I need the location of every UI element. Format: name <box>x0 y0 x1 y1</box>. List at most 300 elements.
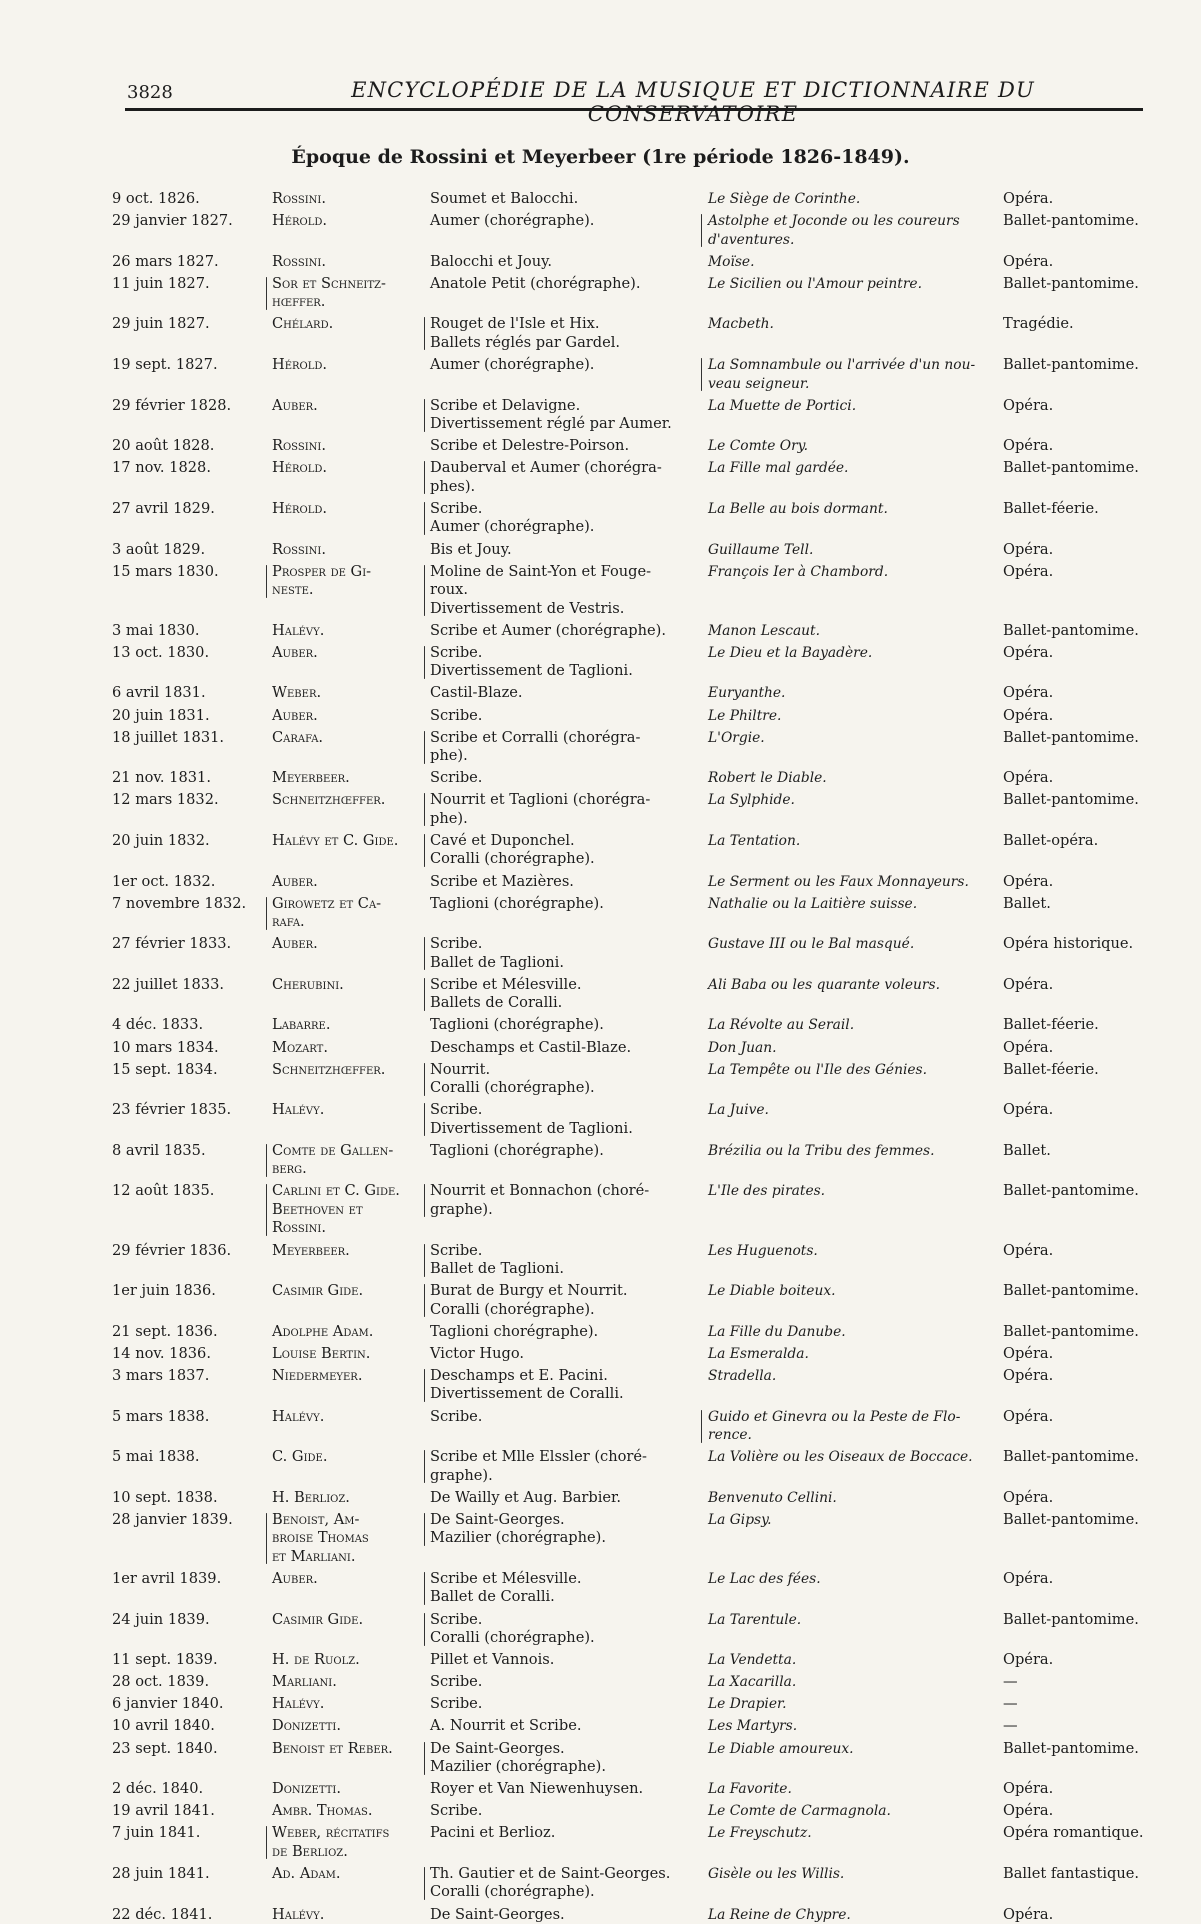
entry-title: Robert le Diable. <box>708 769 998 788</box>
entry-title: Le Philtre. <box>708 707 998 726</box>
entry-composer: Labarre. <box>272 1016 422 1035</box>
grouping-brace <box>424 317 425 350</box>
entry-title: Brézilia ou la Tribu des femmes. <box>708 1142 998 1161</box>
table-row <box>0 1448 1201 1485</box>
entry-genre: Opéra. <box>1003 253 1193 272</box>
table-row <box>0 1717 1201 1736</box>
entry-librettist: A. Nourrit et Scribe. <box>430 1717 695 1736</box>
grouping-brace <box>424 834 425 867</box>
entry-date: 28 juin 1841. <box>112 1865 267 1884</box>
entry-date: 3 août 1829. <box>112 541 267 560</box>
table-row <box>0 729 1201 766</box>
entry-title: Don Juan. <box>708 1039 998 1058</box>
running-title: ENCYCLOPÉDIE DE LA MUSIQUE ET DICTIONNAIRE DU CONSERVATOIRE <box>243 78 1143 126</box>
grouping-brace <box>701 214 702 247</box>
entry-title: La Gipsy. <box>708 1511 998 1530</box>
table-row <box>0 873 1201 892</box>
entry-composer: Benoist, Am- broise Thomas et Marliani. <box>272 1511 422 1567</box>
entry-genre: Opéra. <box>1003 1408 1193 1427</box>
entry-genre: Ballet fantastique. <box>1003 1865 1193 1884</box>
entry-composer: Donizetti. <box>272 1780 422 1799</box>
entry-composer: Casimir Gide. <box>272 1611 422 1630</box>
entry-genre: — <box>1003 1695 1193 1714</box>
entry-date: 1er oct. 1832. <box>112 873 267 892</box>
grouping-brace <box>424 1184 425 1217</box>
entry-genre: Opéra. <box>1003 1780 1193 1799</box>
entry-title: François Ier à Chambord. <box>708 563 998 582</box>
entry-composer: C. Gide. <box>272 1448 422 1467</box>
entry-composer: Mozart. <box>272 1039 422 1058</box>
entry-composer: H. de Ruolz. <box>272 1651 422 1670</box>
entry-genre: Ballet-féerie. <box>1003 1016 1193 1035</box>
entry-librettist: Scribe. <box>430 1802 695 1821</box>
entry-title: Ali Baba ou les quarante voleurs. <box>708 976 998 995</box>
entry-title: La Vendetta. <box>708 1651 998 1670</box>
entry-date: 12 mars 1832. <box>112 791 267 810</box>
entry-librettist: Scribe et Mlle Elssler (choré- graphe). <box>430 1448 695 1485</box>
grouping-brace <box>424 399 425 432</box>
entry-librettist: Bis et Jouy. <box>430 541 695 560</box>
entry-date: 1er juin 1836. <box>112 1282 267 1301</box>
entry-title: Le Siège de Corinthe. <box>708 190 998 209</box>
grouping-brace <box>424 1244 425 1277</box>
entry-librettist: Balocchi et Jouy. <box>430 253 695 272</box>
entry-date: 14 nov. 1836. <box>112 1345 267 1364</box>
entry-date: 8 avril 1835. <box>112 1142 267 1161</box>
table-row <box>0 1016 1201 1035</box>
table-row <box>0 1695 1201 1714</box>
entry-librettist: Scribe et Mélesville. Ballets de Coralli. <box>430 976 695 1013</box>
entry-title: La Xacarilla. <box>708 1673 998 1692</box>
grouping-brace <box>424 1613 425 1646</box>
entry-composer: Auber. <box>272 644 422 663</box>
entry-librettist: Nourrit et Taglioni (chorégra- phe). <box>430 791 695 828</box>
entry-librettist: Burat de Burgy et Nourrit. Coralli (chorégraphe). <box>430 1282 695 1319</box>
entry-title: Le Diable amoureux. <box>708 1740 998 1759</box>
entry-genre: Opéra. <box>1003 1345 1193 1364</box>
entry-composer: Halévy. <box>272 1695 422 1714</box>
entry-genre: Opéra. <box>1003 397 1193 416</box>
grouping-brace <box>701 358 702 391</box>
entry-title: Le Comte de Carmagnola. <box>708 1802 998 1821</box>
grouping-brace <box>424 1369 425 1402</box>
entry-librettist: Pillet et Vannois. <box>430 1651 695 1670</box>
table-row <box>0 791 1201 828</box>
grouping-brace <box>424 793 425 826</box>
entry-composer: Hérold. <box>272 459 422 478</box>
entry-date: 19 sept. 1827. <box>112 356 267 375</box>
entry-composer: Rossini. <box>272 437 422 456</box>
entry-composer: Meyerbeer. <box>272 1242 422 1261</box>
entry-librettist: Scribe et Corralli (chorégra- phe). <box>430 729 695 766</box>
table-row <box>0 976 1201 1013</box>
entry-composer: Girowetz et Ca- rafa. <box>272 895 422 932</box>
entry-librettist: Scribe et Delavigne. Divertissement réglé par Aumer. <box>430 397 695 434</box>
entry-title: Guillaume Tell. <box>708 541 998 560</box>
page-number: 3828 <box>127 82 173 103</box>
entry-genre: Ballet-pantomime. <box>1003 1282 1193 1301</box>
table-row <box>0 253 1201 272</box>
table-row <box>0 1242 1201 1279</box>
entry-genre: Opéra. <box>1003 1802 1193 1821</box>
entry-title: La Tempête ou l'Ile des Génies. <box>708 1061 998 1080</box>
entry-genre: Ballet-féerie. <box>1003 1061 1193 1080</box>
table-row <box>0 212 1201 249</box>
entry-librettist: Taglioni chorégraphe). <box>430 1323 695 1342</box>
entry-librettist: Aumer (chorégraphe). <box>430 212 695 231</box>
entry-title: La Tentation. <box>708 832 998 851</box>
entry-genre: Ballet-pantomime. <box>1003 356 1193 375</box>
table-row <box>0 541 1201 560</box>
entry-genre: — <box>1003 1717 1193 1736</box>
grouping-brace <box>424 1867 425 1900</box>
entry-librettist: Soumet et Balocchi. <box>430 190 695 209</box>
entry-genre: Ballet-pantomime. <box>1003 791 1193 810</box>
entry-date: 22 juillet 1833. <box>112 976 267 995</box>
entry-composer: Auber. <box>272 707 422 726</box>
grouping-brace <box>701 1410 702 1443</box>
entry-composer: Cherubini. <box>272 976 422 995</box>
entry-composer: Halévy. <box>272 1101 422 1120</box>
entry-date: 21 sept. 1836. <box>112 1323 267 1342</box>
entry-librettist: Th. Gautier et de Saint-Georges. Coralli (chorégraphe). <box>430 1865 695 1902</box>
entry-date: 9 oct. 1826. <box>112 190 267 209</box>
entry-librettist: De Saint-Georges. Mazilier (chorégraphe). <box>430 1511 695 1548</box>
entry-librettist: Scribe. <box>430 1408 695 1427</box>
table-row <box>0 1101 1201 1138</box>
entry-librettist: Scribe. Aumer (chorégraphe). <box>430 500 695 537</box>
table-row <box>0 622 1201 641</box>
table-row <box>0 1673 1201 1692</box>
table-row <box>0 356 1201 393</box>
grouping-brace <box>424 978 425 1011</box>
entry-composer: Ad. Adam. <box>272 1865 422 1884</box>
entry-composer: Sor et Schneitz- hœffer. <box>272 275 422 312</box>
entry-title: Astolphe et Joconde ou les coureurs d'aventures. <box>708 212 998 249</box>
table-row <box>0 397 1201 434</box>
entry-genre: Opéra. <box>1003 1039 1193 1058</box>
entry-title: Gustave III ou le Bal masqué. <box>708 935 998 954</box>
table-row <box>0 684 1201 703</box>
entry-composer: Hérold. <box>272 212 422 231</box>
entry-date: 6 janvier 1840. <box>112 1695 267 1714</box>
table-row <box>0 1511 1201 1567</box>
grouping-brace <box>266 1513 267 1565</box>
entry-date: 15 mars 1830. <box>112 563 267 582</box>
table-row <box>0 1061 1201 1098</box>
table-row <box>0 315 1201 352</box>
entry-composer: Rossini. <box>272 190 422 209</box>
grouping-brace <box>424 461 425 494</box>
entry-date: 3 mai 1830. <box>112 622 267 641</box>
table-row <box>0 437 1201 456</box>
entry-composer: Rossini. <box>272 541 422 560</box>
entry-date: 28 janvier 1839. <box>112 1511 267 1530</box>
entry-title: La Sylphide. <box>708 791 998 810</box>
entry-title: Le Diable boiteux. <box>708 1282 998 1301</box>
entry-composer: Casimir Gide. <box>272 1282 422 1301</box>
entry-composer: Comte de Gallen- berg. <box>272 1142 422 1179</box>
table-row <box>0 190 1201 209</box>
entry-genre: Opéra. <box>1003 644 1193 663</box>
entry-librettist: Scribe. Coralli (chorégraphe). <box>430 1611 695 1648</box>
grouping-brace <box>266 1826 267 1859</box>
entry-title: La Révolte au Serail. <box>708 1016 998 1035</box>
entry-genre: Opéra. <box>1003 190 1193 209</box>
entry-date: 7 juin 1841. <box>112 1824 267 1843</box>
entry-date: 15 sept. 1834. <box>112 1061 267 1080</box>
entry-librettist: Nourrit. Coralli (chorégraphe). <box>430 1061 695 1098</box>
entry-date: 12 août 1835. <box>112 1182 267 1201</box>
entry-date: 18 juillet 1831. <box>112 729 267 748</box>
grouping-brace <box>424 646 425 679</box>
entry-librettist: Royer et Van Niewenhuysen. <box>430 1780 695 1799</box>
entry-librettist: De Saint-Georges. <box>430 1906 695 1924</box>
entry-librettist: Moline de Saint-Yon et Fouge- roux. Divertissement de Vestris. <box>430 563 695 619</box>
entry-composer: Meyerbeer. <box>272 769 422 788</box>
grouping-brace <box>266 1144 267 1177</box>
entry-genre: Ballet-opéra. <box>1003 832 1193 851</box>
entry-genre: Ballet-pantomime. <box>1003 1448 1193 1467</box>
entry-date: 20 juin 1831. <box>112 707 267 726</box>
entry-title: La Muette de Portici. <box>708 397 998 416</box>
entry-date: 19 avril 1841. <box>112 1802 267 1821</box>
entry-librettist: Scribe. Ballet de Taglioni. <box>430 1242 695 1279</box>
entry-date: 27 février 1833. <box>112 935 267 954</box>
table-row <box>0 459 1201 496</box>
entry-date: 10 mars 1834. <box>112 1039 267 1058</box>
grouping-brace <box>266 897 267 930</box>
table-row <box>0 1570 1201 1607</box>
entry-date: 5 mai 1838. <box>112 1448 267 1467</box>
entry-composer: Marliani. <box>272 1673 422 1692</box>
entry-composer: Auber. <box>272 1570 422 1589</box>
entry-genre: Ballet-pantomime. <box>1003 1740 1193 1759</box>
entry-composer: Auber. <box>272 873 422 892</box>
entry-genre: Opéra. <box>1003 769 1193 788</box>
entry-librettist: Aumer (chorégraphe). <box>430 356 695 375</box>
entry-composer: Louise Bertin. <box>272 1345 422 1364</box>
entry-title: La Favorite. <box>708 1780 998 1799</box>
table-row <box>0 1182 1201 1238</box>
entry-title: Les Huguenots. <box>708 1242 998 1261</box>
entry-genre: Opéra historique. <box>1003 935 1193 954</box>
entry-librettist: Nourrit et Bonnachon (choré- graphe). <box>430 1182 695 1219</box>
entry-date: 26 mars 1827. <box>112 253 267 272</box>
entry-title: Le Sicilien ou l'Amour peintre. <box>708 275 998 294</box>
entry-date: 13 oct. 1830. <box>112 644 267 663</box>
entry-librettist: Scribe et Mazières. <box>430 873 695 892</box>
entry-genre: Opéra. <box>1003 1242 1193 1261</box>
entry-composer: Carlini et C. Gide. Beethoven et Rossini. <box>272 1182 422 1238</box>
entry-genre: Ballet-pantomime. <box>1003 622 1193 641</box>
entry-title: La Somnambule ou l'arrivée d'un nou- veau seigneur. <box>708 356 998 393</box>
entry-title: La Juive. <box>708 1101 998 1120</box>
table-row <box>0 1865 1201 1902</box>
entry-date: 23 février 1835. <box>112 1101 267 1120</box>
entry-composer: Benoist et Reber. <box>272 1740 422 1759</box>
entry-title: La Fille du Danube. <box>708 1323 998 1342</box>
table-row <box>0 644 1201 681</box>
table-row <box>0 1824 1201 1861</box>
entry-composer: Carafa. <box>272 729 422 748</box>
entry-librettist: Scribe. <box>430 769 695 788</box>
entry-date: 7 novembre 1832. <box>112 895 267 914</box>
grouping-brace <box>424 731 425 764</box>
entry-date: 10 sept. 1838. <box>112 1489 267 1508</box>
entry-genre: Opéra. <box>1003 1367 1193 1386</box>
entry-date: 27 avril 1829. <box>112 500 267 519</box>
entry-composer: Niedermeyer. <box>272 1367 422 1386</box>
entry-composer: Weber, récitatifs de Berlioz. <box>272 1824 422 1861</box>
entry-genre: Ballet. <box>1003 895 1193 914</box>
entry-genre: Ballet-pantomime. <box>1003 275 1193 294</box>
table-row <box>0 1408 1201 1445</box>
entry-genre: Opéra. <box>1003 541 1193 560</box>
entry-genre: Opéra. <box>1003 1570 1193 1589</box>
table-row <box>0 769 1201 788</box>
table-row <box>0 1740 1201 1777</box>
entry-title: Le Lac des fées. <box>708 1570 998 1589</box>
entry-librettist: Castil-Blaze. <box>430 684 695 703</box>
grouping-brace <box>424 502 425 535</box>
entry-composer: Adolphe Adam. <box>272 1323 422 1342</box>
entry-librettist: Taglioni (chorégraphe). <box>430 895 695 914</box>
entry-date: 21 nov. 1831. <box>112 769 267 788</box>
entry-date: 22 déc. 1841. <box>112 1906 267 1924</box>
entry-composer: Weber. <box>272 684 422 703</box>
entry-composer: Hérold. <box>272 500 422 519</box>
table-row <box>0 563 1201 619</box>
entry-composer: Schneitzhœffer. <box>272 791 422 810</box>
grouping-brace <box>424 1063 425 1096</box>
table-row <box>0 1651 1201 1670</box>
entry-date: 29 juin 1827. <box>112 315 267 334</box>
entry-genre: — <box>1003 1673 1193 1692</box>
entry-genre: Ballet-pantomime. <box>1003 729 1193 748</box>
entry-title: L'Orgie. <box>708 729 998 748</box>
entry-librettist: Scribe. <box>430 1673 695 1692</box>
entry-composer: Halévy. <box>272 1906 422 1924</box>
entry-genre: Ballet-pantomime. <box>1003 212 1193 231</box>
entry-title: La Reine de Chypre. <box>708 1906 998 1924</box>
grouping-brace <box>424 565 425 617</box>
entry-librettist: Deschamps et Castil-Blaze. <box>430 1039 695 1058</box>
entry-title: Le Freyschutz. <box>708 1824 998 1843</box>
entry-librettist: Scribe et Delestre-Poirson. <box>430 437 695 456</box>
entry-date: 2 déc. 1840. <box>112 1780 267 1799</box>
entry-title: L'Ile des pirates. <box>708 1182 998 1201</box>
entry-title: La Fille mal gardée. <box>708 459 998 478</box>
grouping-brace <box>266 277 267 310</box>
entry-genre: Tragédie. <box>1003 315 1193 334</box>
entry-title: Stradella. <box>708 1367 998 1386</box>
entry-genre: Opéra. <box>1003 1906 1193 1924</box>
entry-genre: Ballet-pantomime. <box>1003 1511 1193 1530</box>
entry-librettist: Scribe. Divertissement de Taglioni. <box>430 1101 695 1138</box>
table-row <box>0 832 1201 869</box>
table-row <box>0 1142 1201 1179</box>
entry-date: 4 déc. 1833. <box>112 1016 267 1035</box>
entry-title: La Esmeralda. <box>708 1345 998 1364</box>
grouping-brace <box>424 1513 425 1546</box>
entry-date: 17 nov. 1828. <box>112 459 267 478</box>
entry-genre: Opéra. <box>1003 976 1193 995</box>
entry-librettist: Scribe et Aumer (chorégraphe). <box>430 622 695 641</box>
entry-title: Les Martyrs. <box>708 1717 998 1736</box>
entry-librettist: Deschamps et E. Pacini. Divertissement de Coralli. <box>430 1367 695 1404</box>
entry-librettist: Anatole Petit (chorégraphe). <box>430 275 695 294</box>
entry-genre: Ballet. <box>1003 1142 1193 1161</box>
entry-librettist: Rouget de l'Isle et Hix. Ballets réglés par Gardel. <box>430 315 695 352</box>
entry-genre: Opéra romantique. <box>1003 1824 1193 1843</box>
entry-date: 24 juin 1839. <box>112 1611 267 1630</box>
entry-title: Le Drapier. <box>708 1695 998 1714</box>
entry-librettist: De Saint-Georges. Mazilier (chorégraphe). <box>430 1740 695 1777</box>
entry-date: 20 août 1828. <box>112 437 267 456</box>
entry-title: La Belle au bois dormant. <box>708 500 998 519</box>
entry-title: Le Serment ou les Faux Monnayeurs. <box>708 873 998 892</box>
entry-title: Guido et Ginevra ou la Peste de Flo- rence. <box>708 1408 998 1445</box>
entry-title: Macbeth. <box>708 315 998 334</box>
grouping-brace <box>266 565 267 598</box>
entry-genre: Opéra. <box>1003 873 1193 892</box>
entry-librettist: Taglioni (chorégraphe). <box>430 1016 695 1035</box>
entry-librettist: Scribe. <box>430 1695 695 1714</box>
table-row <box>0 1039 1201 1058</box>
entry-title: La Tarentule. <box>708 1611 998 1630</box>
section-title: Époque de Rossini et Meyerbeer (1re période 1826-1849). <box>0 146 1201 168</box>
entry-composer: Hérold. <box>272 356 422 375</box>
entry-composer: Schneitzhœffer. <box>272 1061 422 1080</box>
grouping-brace <box>424 1284 425 1317</box>
entry-genre: Ballet-pantomime. <box>1003 1323 1193 1342</box>
entry-date: 3 mars 1837. <box>112 1367 267 1386</box>
entry-date: 29 janvier 1827. <box>112 212 267 231</box>
entry-librettist: Dauberval et Aumer (chorégra- phes). <box>430 459 695 496</box>
table-row <box>0 500 1201 537</box>
table-row <box>0 1367 1201 1404</box>
entry-genre: Ballet-pantomime. <box>1003 1611 1193 1630</box>
entry-date: 23 sept. 1840. <box>112 1740 267 1759</box>
entry-title: Gisèle ou les Willis. <box>708 1865 998 1884</box>
entry-genre: Opéra. <box>1003 1101 1193 1120</box>
table-row <box>0 895 1201 932</box>
entry-title: Nathalie ou la Laitière suisse. <box>708 895 998 914</box>
entry-librettist: Victor Hugo. <box>430 1345 695 1364</box>
entry-genre: Opéra. <box>1003 1489 1193 1508</box>
entry-genre: Opéra. <box>1003 1651 1193 1670</box>
table-row <box>0 1611 1201 1648</box>
entry-date: 5 mars 1838. <box>112 1408 267 1427</box>
page-header <box>125 78 1143 111</box>
entry-date: 29 février 1828. <box>112 397 267 416</box>
table-row <box>0 1489 1201 1508</box>
entry-librettist: De Wailly et Aug. Barbier. <box>430 1489 695 1508</box>
table-row <box>0 275 1201 312</box>
entry-librettist: Scribe. Ballet de Taglioni. <box>430 935 695 972</box>
grouping-brace <box>424 937 425 970</box>
entry-genre: Opéra. <box>1003 563 1193 582</box>
entry-date: 28 oct. 1839. <box>112 1673 267 1692</box>
entry-date: 20 juin 1832. <box>112 832 267 851</box>
grouping-brace <box>424 1572 425 1605</box>
entry-title: Moïse. <box>708 253 998 272</box>
entry-librettist: Scribe et Mélesville. Ballet de Coralli. <box>430 1570 695 1607</box>
entry-genre: Ballet-pantomime. <box>1003 1182 1193 1201</box>
entry-composer: Chélard. <box>272 315 422 334</box>
entry-genre: Opéra. <box>1003 707 1193 726</box>
